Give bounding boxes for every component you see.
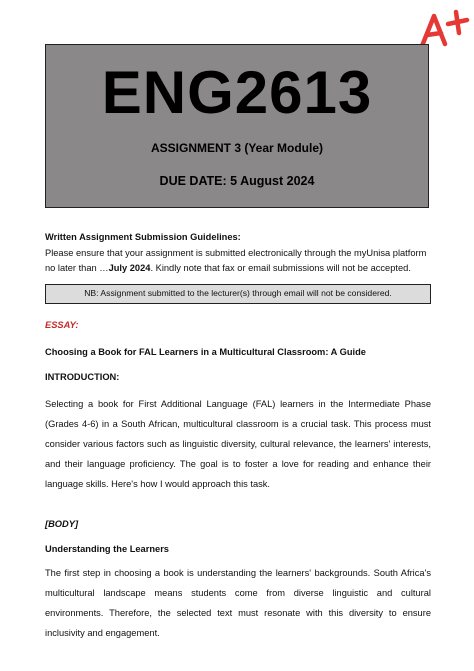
guidelines-text [45, 246, 431, 275]
guidelines-text-end: . Kindly note that fax or email submissions will not be accepted. [150, 262, 411, 273]
document-body [45, 230, 431, 644]
section-heading: Understanding the Learners [45, 544, 169, 555]
assignment-title: ASSIGNMENT 3 (Year Module) [150, 141, 324, 155]
cover-box [45, 44, 429, 208]
guidelines-deadline: July 2024 [108, 262, 151, 273]
guidelines-text-start: Please ensure that your assignment is submitted electronically through the myUnisa platform no later than … [45, 248, 427, 273]
course-code: ENG2613 [101, 59, 373, 126]
body-tag: [BODY] [45, 518, 79, 529]
email-notice-box: NB: Assignment submitted to the lecturer(s) through email will not be considered. [45, 284, 431, 303]
section-paragraph: The first step in choosing a book is understanding the learners' backgrounds. South Africa's multicultural landscape means students come from diverse linguistic and cultural environments. Therefore, the selected text must resonate with this diversity to ensure inclusivity and engagement. [45, 568, 431, 639]
essay-label: ESSAY: [45, 319, 79, 330]
introduction-heading: INTRODUCTION: [45, 372, 120, 383]
due-date: DUE DATE: 5 August 2024 [159, 174, 315, 188]
introduction-paragraph: Selecting a book for First Additional Language (FAL) learners in the Intermediate Phase (Grades 4-6) in a South African, multicultural classroom is a crucial task. This process must consider various factors such as linguistic diversity, cultural relevance, the learners' interests, and their language proficiency. The goal is to foster a love for reading and enhance their language skills. Here's how I would approach this task. [45, 398, 431, 489]
essay-title: Choosing a Book for FAL Learners in a Multicultural Classroom: A Guide [45, 346, 366, 357]
guidelines-title: Written Assignment Submission Guidelines: [45, 232, 241, 242]
